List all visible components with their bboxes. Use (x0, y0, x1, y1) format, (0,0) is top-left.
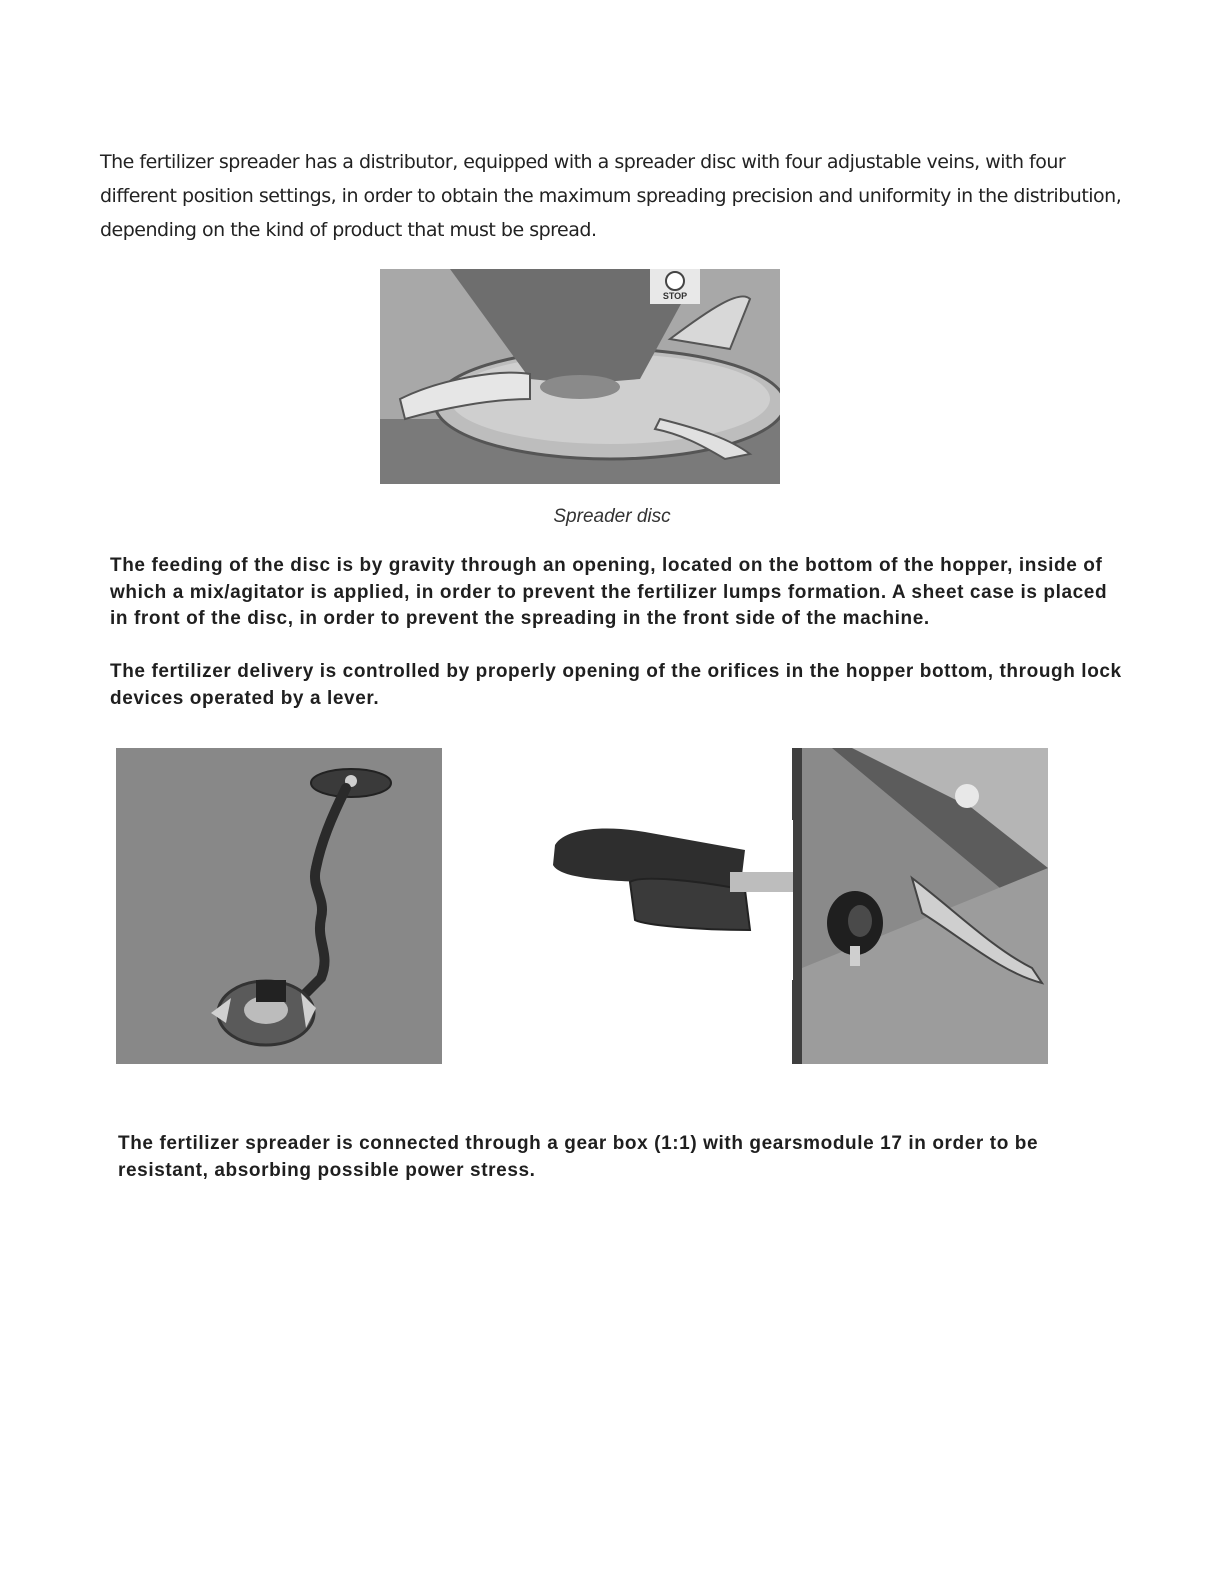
lever-knob (820, 888, 890, 968)
figure-caption: Spreader disc (553, 506, 671, 527)
delivery-paragraph: The fertilizer delivery is controlled by properly opening of the orifices in the hopper bottom, through lock devices operated by a lever. (110, 661, 1122, 709)
agitator-photo (116, 748, 442, 1064)
intro-paragraph: The fertilizer spreader has a distributor, equipped with a spreader disc with four adjustable veins, with four different position settings, in order to obtain the maximum spreading precision and uniformity in the distribution, depending on the kind of product that must be spread. (100, 151, 1122, 241)
feeding-paragraph: The feeding of the disc is by gravity through an opening, located on the bottom of the hopper, inside of which a mix/agitator is applied, in order to prevent the fertilizer lumps formation. A sheet case is placed in front of the disc, in order to prevent the spreading in the front side of the machine. (110, 555, 1108, 629)
spreader-disc-photo (380, 269, 780, 484)
lever-handle-photo (545, 820, 793, 980)
stop-label: STOP (662, 291, 688, 301)
gearbox-paragraph: The fertilizer spreader is connected through a gear box (1:1) with gearsmodule 17 in order to be resistant, absorbing possible power stress. (118, 1133, 1039, 1181)
